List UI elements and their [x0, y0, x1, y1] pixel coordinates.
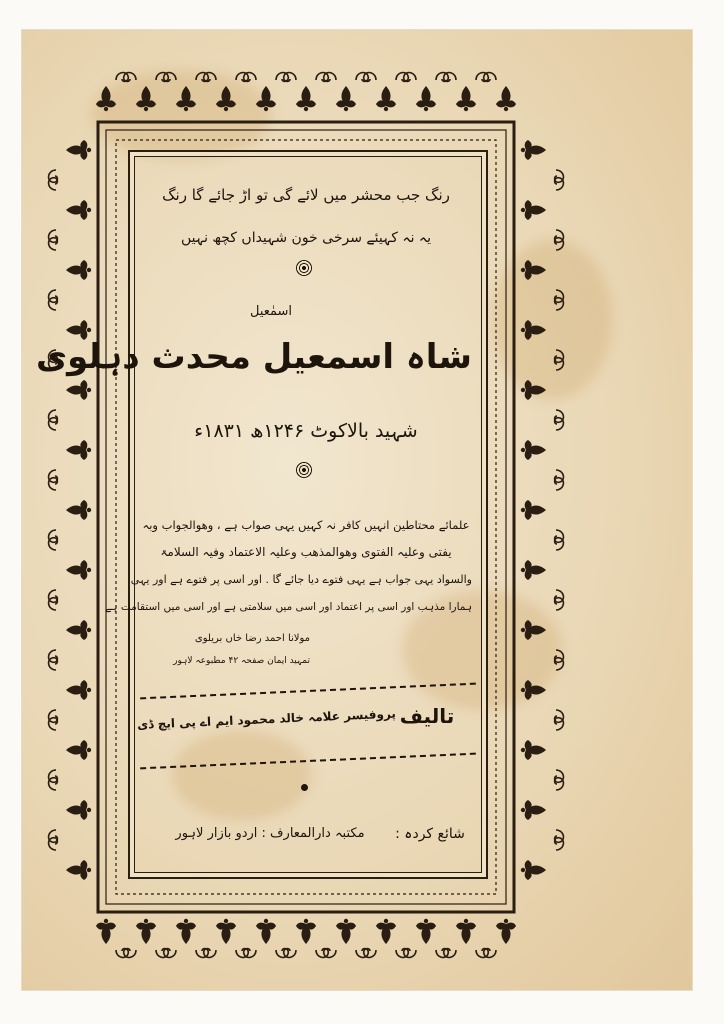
book-title: شاہ اسمعیل محدث دہلوی	[35, 337, 472, 377]
quote-line: یفتی وعلیہ الفتوی وھوالمذھب وعلیہ الاعتماد وفیہ السلامۃ	[160, 545, 452, 559]
quote-line: والسواد یہی جواب ہے یہی فتوے دیا جائے گا . اور اسی پر فتوے ہے اور یہی	[130, 573, 472, 586]
quote-line: علمائے محتاطین انہیں کافر نہ کہیں یہی صواب ہے ، وھوالجواب وبہ	[142, 518, 470, 532]
right-ornament-column	[521, 140, 564, 880]
quote-line: ہمارا مذہب اور اسی پر اعتماد اور اسی میں سلامتی ہے اور اسی میں استقامت ہے	[105, 601, 472, 613]
publisher-label: شائع کردہ :	[395, 826, 465, 842]
concentric-circle-ornament	[296, 260, 312, 276]
author-name: پروفیسر علامہ خالد محمود ایم اے پی ایچ ڈی	[136, 706, 397, 732]
book-subtitle: شہید بالاکوٹ ۱۲۴۶ھ ۱۸۳۱ء	[194, 420, 418, 442]
top-ornament-row	[96, 73, 516, 112]
quote-source: تمہید ایمان صفحہ ۴۲ مطبوعہ لاہور	[173, 656, 310, 666]
title-superscript: اسمٰعیل	[249, 304, 293, 319]
left-ornament-column	[49, 140, 92, 880]
title-panel	[35, 150, 488, 879]
publisher-name: مکتبہ دارالمعارف : اردو بازار لاہور	[175, 826, 365, 841]
dot-ornament	[301, 784, 308, 791]
couplet-line-2: یہ نہ کہیئے سرخی خون شہیداں کچھ نہیں	[180, 230, 432, 246]
quote-attribution: مولانا احمد رضا خاں بریلوی	[194, 633, 310, 644]
author-label: تالیف	[399, 704, 455, 728]
concentric-circle-ornament	[296, 462, 312, 478]
couplet-line-1: رنگ جب محشر میں لائے گی تو اڑ جائے گا رنگ	[162, 186, 450, 204]
bottom-ornament-row	[96, 919, 516, 958]
